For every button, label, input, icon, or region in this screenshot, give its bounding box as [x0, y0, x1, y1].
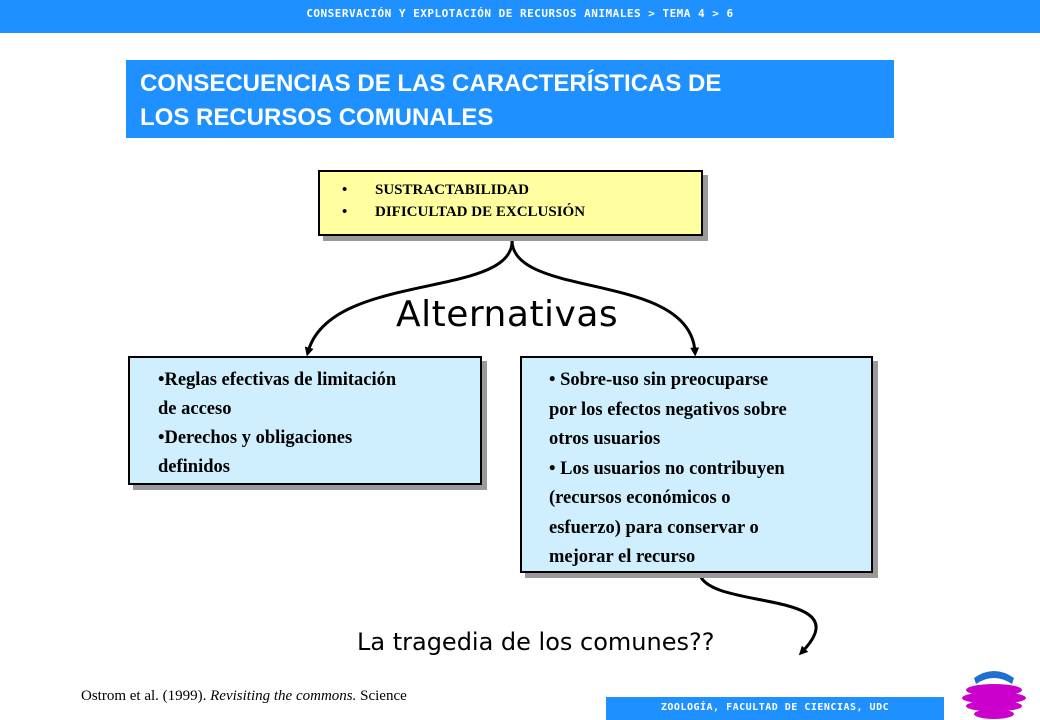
- characteristic-item: • DIFICULTAD DE EXCLUSIÓN: [342, 204, 586, 220]
- option-line: esfuerzo) para conservar o: [549, 517, 759, 538]
- option-line: •Derechos y obligaciones: [158, 428, 353, 448]
- option-line: de acceso: [158, 399, 232, 419]
- citation-journal: Science: [360, 688, 407, 704]
- conclusion-text: La tragedia de los comunes??: [357, 628, 715, 656]
- option-line: definidos: [158, 457, 230, 477]
- footer-bar: ZOOLOGÍA, FACULTAD DE CIENCIAS, UDC: [606, 697, 944, 720]
- citation: [81, 688, 407, 705]
- option-line: por los efectos negativos sobre: [549, 399, 787, 420]
- characteristics-box: [318, 170, 703, 236]
- header-breadcrumb: CONSERVACIÓN Y EXPLOTACIÓN DE RECURSOS ANIMALES > TEMA 4 > 6: [0, 0, 1040, 33]
- option-line: • Sobre-uso sin preocuparse: [549, 370, 769, 390]
- option-line: •Reglas efectivas de limitación: [158, 370, 397, 390]
- slide-title-line-2: LOS RECURSOS COMUNALES: [140, 104, 494, 131]
- university-logo-icon: [958, 660, 1030, 720]
- characteristic-item: • SUSTRACTABILIDAD: [342, 182, 529, 198]
- citation-title: Revisiting the commons.: [210, 688, 357, 704]
- alternatives-label: Alternativas: [396, 294, 619, 335]
- option-line: (recursos económicos o: [549, 488, 731, 508]
- slide-title-line-1: CONSECUENCIAS DE LAS CARACTERÍSTICAS DE: [140, 70, 722, 97]
- option-line: mejorar el recurso: [549, 547, 696, 567]
- arrow-to-conclusion: [700, 575, 816, 652]
- option-line: • Los usuarios no contribuyen: [549, 458, 785, 479]
- left-option-box: [128, 356, 482, 485]
- right-option-box: [520, 356, 873, 573]
- option-line: otros usuarios: [549, 429, 661, 449]
- citation-authors: Ostrom et al. (1999).: [81, 688, 207, 704]
